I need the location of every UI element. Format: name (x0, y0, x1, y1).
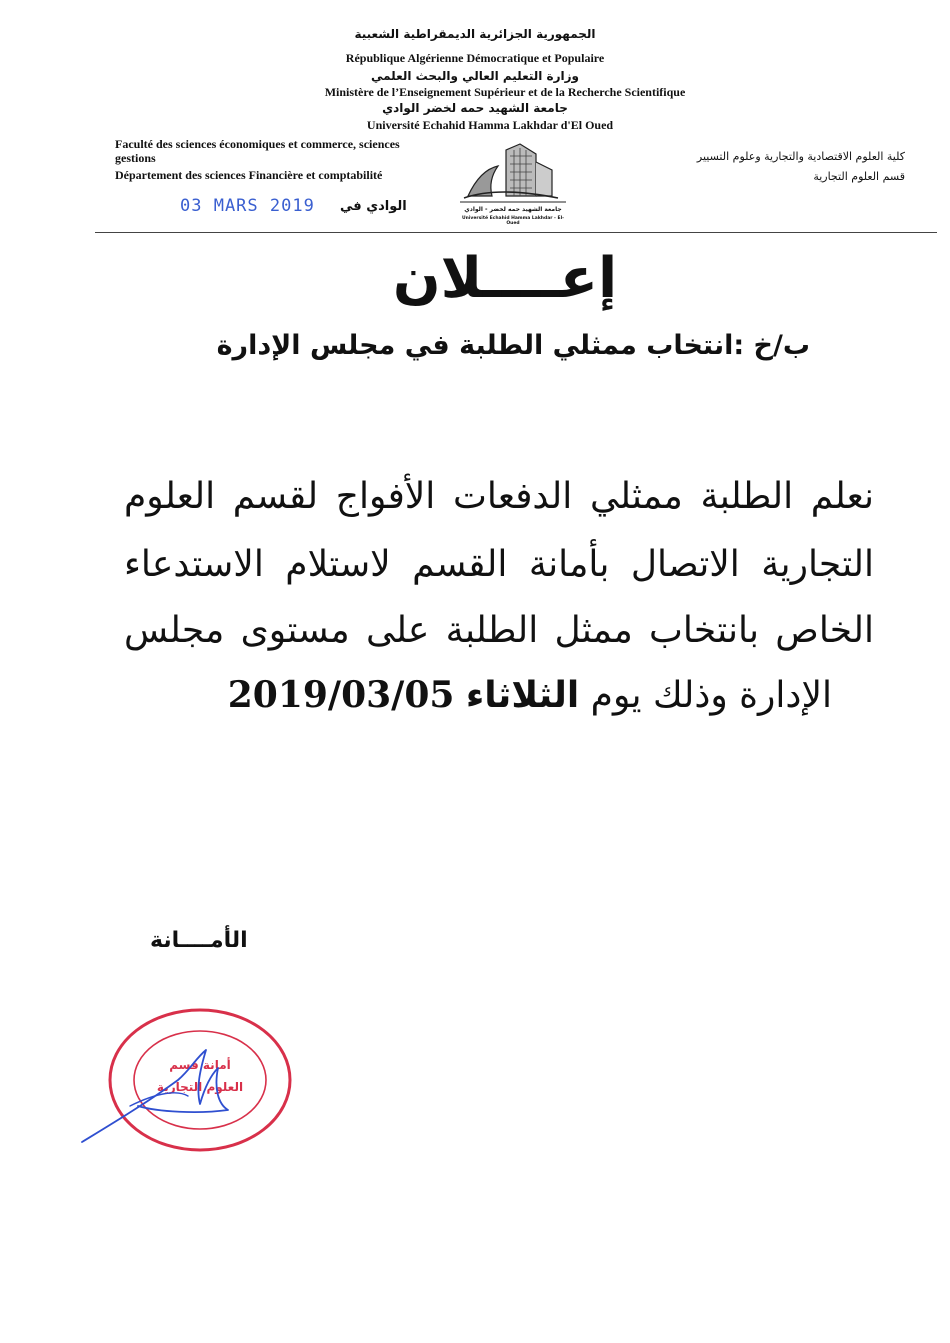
header-divider (95, 232, 937, 233)
meeting-date: 2019/03/05 (227, 674, 455, 716)
body-line-4 (228, 674, 832, 716)
meeting-day: الثلاثاء (465, 675, 580, 716)
department-french: Département des sciences Financière et comptabilité (115, 168, 383, 182)
republic-french: République Algérienne Démocratique et Populaire (345, 51, 605, 65)
body-line-2: التجارية الاتصال بأمانة القسم لاستلام الاستدعاء (124, 544, 874, 585)
logo-caption-french: Université Echahid Hamma Lakhdar - El-Oued (462, 216, 564, 226)
ministry-arabic: وزارة التعليم العالي والبحث العلمي (370, 69, 580, 83)
stamp-inner-line1: أمانة قسم (169, 1058, 231, 1072)
university-french: Université Echahid Hamma Lakhdar d'El Oued (366, 118, 614, 132)
stamp-inner-line2: العلوم التجارية (156, 1080, 244, 1094)
announcement-subject: ب/خ :انتخاب ممثلي الطلبة في مجلس الإدارة (216, 330, 810, 361)
faculty-arabic: كلية العلوم الاقتصادية والتجارية وعلوم التسيير (696, 150, 905, 163)
university-arabic: جامعة الشهيد حمه لخضر الوادي (382, 101, 568, 115)
faculty-french-line2: gestions (115, 151, 156, 165)
body-last-prefix: الإدارة وذلك يوم (590, 675, 832, 716)
ministry-french: Ministère de l’Enseignement Supérieur et de la Recherche Scientifique (324, 85, 686, 99)
signature-label: الأمــــانة (150, 928, 248, 953)
date-stamp: 03 MARS 2019 (180, 196, 315, 216)
body-line-1: نعلم الطلبة ممثلي الدفعات الأفواج لقسم العلوم (124, 476, 874, 517)
faculty-french-line1: Faculté des sciences économiques et commerce, sciences (115, 137, 400, 151)
department-arabic: قسم العلوم التجارية (813, 170, 905, 183)
republic-arabic: الجمهورية الجزائرية الديمقراطية الشعبية (354, 27, 596, 41)
place-label: الوادي في (340, 199, 407, 214)
logo-caption-arabic: جامعة الشهيد حمه لخضر - الوادي (464, 206, 562, 213)
university-building-icon (458, 140, 568, 226)
body-line-3: الخاص بانتخاب ممثل الطلبة على مستوى مجلس (124, 610, 874, 651)
signature-stroke-icon (78, 1040, 278, 1150)
announcement-title: إعــــلان (392, 246, 618, 311)
university-logo (458, 140, 568, 226)
faculty-french (115, 137, 455, 165)
handwritten-signature (78, 1040, 278, 1150)
